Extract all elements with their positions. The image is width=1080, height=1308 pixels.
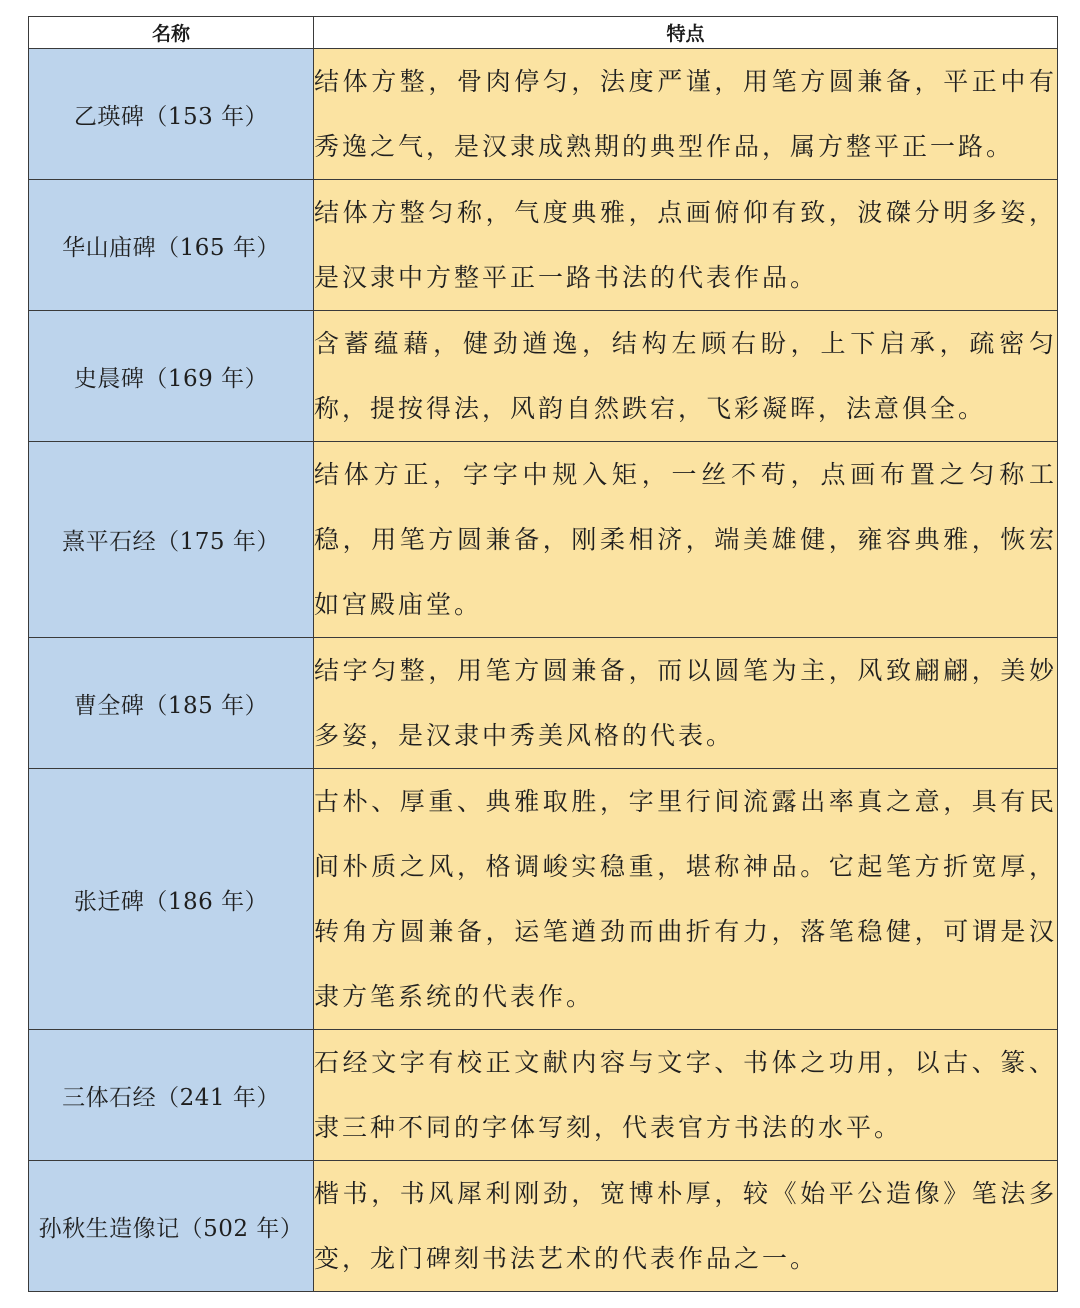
- stele-features: 结体方整，骨肉停匀，法度严谨，用笔方圆兼备，平正中有秀逸之气，是汉隶成熟期的典型作品，属方整平正一路。: [314, 49, 1058, 180]
- stele-features: 结体方整匀称，气度典雅，点画俯仰有致，波磔分明多姿，是汉隶中方整平正一路书法的代表作品。: [314, 180, 1058, 311]
- stele-features: 楷书，书风犀利刚劲，宽博朴厚，较《始平公造像》笔法多变，龙门碑刻书法艺术的代表作品之一。: [314, 1161, 1058, 1292]
- stele-features: 结体方正，字字中规入矩，一丝不苟，点画布置之匀称工稳，用笔方圆兼备，刚柔相济，端美雄健，雍容典雅，恢宏如宫殿庙堂。: [314, 442, 1058, 638]
- stele-features: 古朴、厚重、典雅取胜，字里行间流露出率真之意，具有民间朴质之风，格调峻实稳重，堪称神品。它起笔方折宽厚，转角方圆兼备，运笔遒劲而曲折有力，落笔稳健，可谓是汉隶方笔系统的代表作。: [314, 769, 1058, 1030]
- stele-name: 孙秋生造像记（502 年）: [29, 1161, 314, 1292]
- stele-name: 三体石经（241 年）: [29, 1030, 314, 1161]
- table-row: [29, 180, 1058, 311]
- header-features: 特点: [314, 17, 1058, 49]
- table-row: [29, 442, 1058, 638]
- stele-features: 含蓄蕴藉，健劲遒逸，结构左顾右盼，上下启承，疏密匀称，提按得法，风韵自然跌宕，飞彩凝晖，法意俱全。: [314, 311, 1058, 442]
- stele-features: 石经文字有校正文献内容与文字、书体之功用，以古、篆、隶三种不同的字体写刻，代表官方书法的水平。: [314, 1030, 1058, 1161]
- table-row: [29, 638, 1058, 769]
- stele-table: [28, 16, 1058, 1292]
- stele-name: 张迁碑（186 年）: [29, 769, 314, 1030]
- stele-name: 华山庙碑（165 年）: [29, 180, 314, 311]
- table-row: [29, 311, 1058, 442]
- stele-name: 熹平石经（175 年）: [29, 442, 314, 638]
- table-row: [29, 1030, 1058, 1161]
- stele-name: 史晨碑（169 年）: [29, 311, 314, 442]
- header-name: 名称: [29, 17, 314, 49]
- table-header-row: [29, 17, 1058, 49]
- stele-features: 结字匀整，用笔方圆兼备，而以圆笔为主，风致翩翩，美妙多姿，是汉隶中秀美风格的代表。: [314, 638, 1058, 769]
- stele-name: 曹全碑（185 年）: [29, 638, 314, 769]
- stele-name: 乙瑛碑（153 年）: [29, 49, 314, 180]
- table-row: [29, 49, 1058, 180]
- table-row: [29, 1161, 1058, 1292]
- table-row: [29, 769, 1058, 1030]
